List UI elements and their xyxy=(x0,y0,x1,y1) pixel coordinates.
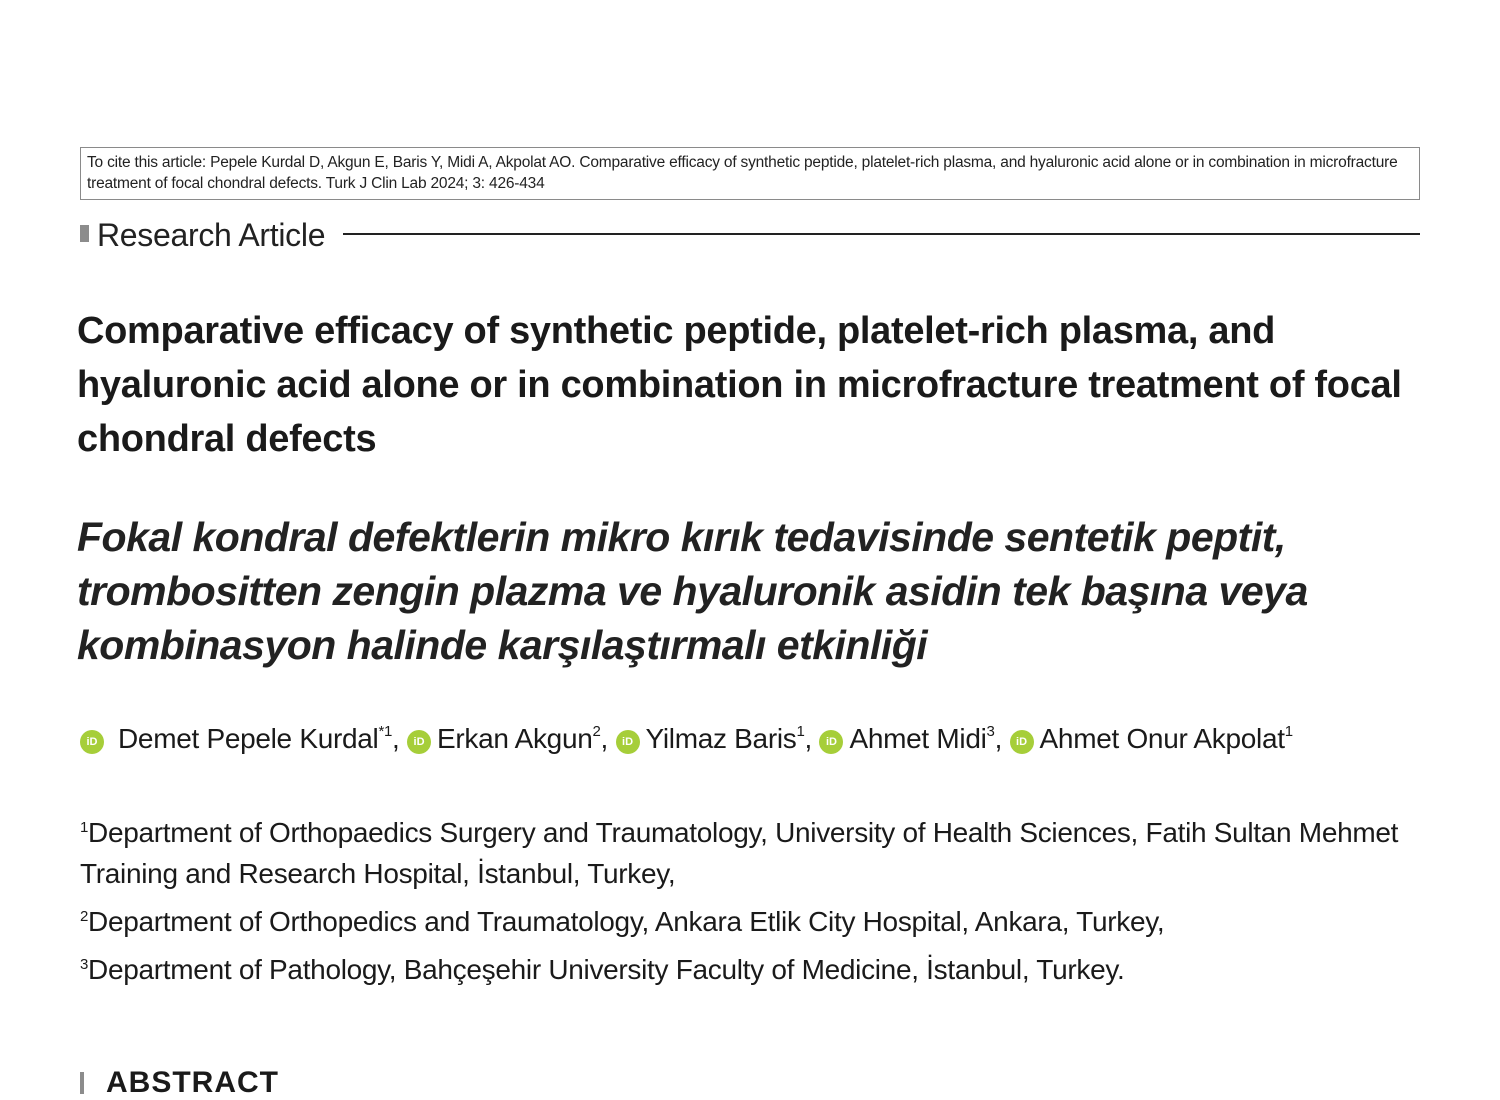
section-marker xyxy=(80,225,89,242)
orcid-icon[interactable]: iD xyxy=(80,730,104,754)
citation-box xyxy=(80,147,1420,200)
affiliation-list xyxy=(80,812,1440,997)
author-list xyxy=(80,720,1460,758)
affiliation-text: Department of Pathology, Bahçeşehir University Faculty of Medicine, İstanbul, Turkey. xyxy=(88,954,1125,985)
orcid-icon[interactable]: iD xyxy=(819,730,843,754)
affiliation-text: Department of Orthopedics and Traumatology, Ankara Etlik City Hospital, Ankara, Turkey, xyxy=(88,906,1165,937)
article-title: Comparative efficacy of synthetic peptide, platelet-rich plasma, and hyaluronic acid alone or in combination in microfracture treatment of focal chondral defects xyxy=(77,310,1402,460)
article-title-turkish: Fokal kondral defektlerin mikro kırık tedavisinde sentetik peptit, trombositten zengin plazma ve hyaluronik asidin tek başına veya kombinasyon halinde karşılaştırmalı etkinliği xyxy=(77,514,1308,668)
author-affil-sup: 1 xyxy=(796,723,805,740)
affiliation-number: 3 xyxy=(80,956,89,973)
abstract-heading-row xyxy=(80,1066,279,1100)
affiliation-number: 2 xyxy=(80,908,89,925)
author-item: iD Ahmet Midi$^3$, xyxy=(819,723,1009,754)
author-item: iD Erkan Akgun$^2$, xyxy=(407,723,616,754)
affiliation-item xyxy=(80,812,1440,894)
author-item: iD Demet Pepele Kurdal$^{*1}$, xyxy=(80,723,407,754)
affiliation-item xyxy=(80,949,1440,990)
author-name: Erkan Akgun xyxy=(437,723,593,754)
author-item xyxy=(1010,723,1293,754)
author-item: iD Yilmaz Baris$^1$, xyxy=(616,723,820,754)
author-affil-sup: 1 xyxy=(1284,723,1293,740)
citation-text: To cite this article: Pepele Kurdal D, Akgun E, Baris Y, Midi A, Akpolat AO. Comparative efficacy of synthetic peptide, platelet-rich plasma, and hyaluronic acid alone or in combination in microfracture treatment of focal chondral defects. Turk J Clin Lab 2024; 3: 426-434 xyxy=(87,154,1398,192)
affiliation-item xyxy=(80,901,1440,942)
orcid-icon[interactable]: iD xyxy=(407,730,431,754)
section-divider xyxy=(343,233,1420,235)
affiliation-text: Department of Orthopaedics Surgery and Traumatology, University of Health Sciences, Fatih Sultan Mehmet Training and Research Hospital, İstanbul, Turkey, xyxy=(80,817,1399,889)
author-affil-sup: 3 xyxy=(986,723,995,740)
orcid-icon[interactable]: iD xyxy=(1010,730,1034,754)
article-type-label: Research Article xyxy=(97,216,326,253)
author-name: Ahmet Onur Akpolat xyxy=(1039,723,1285,754)
section-header xyxy=(80,215,1420,255)
author-affil-sup: 2 xyxy=(592,723,601,740)
author-name: Yilmaz Baris xyxy=(645,723,797,754)
abstract-heading: ABSTRACT xyxy=(106,1066,279,1099)
author-name: Ahmet Midi xyxy=(849,723,987,754)
author-name: Demet Pepele Kurdal xyxy=(118,723,379,754)
abstract-marker xyxy=(80,1072,84,1094)
author-affil-sup: *1 xyxy=(378,723,393,740)
orcid-icon[interactable]: iD xyxy=(616,730,640,754)
affiliation-number: 1 xyxy=(80,819,89,836)
